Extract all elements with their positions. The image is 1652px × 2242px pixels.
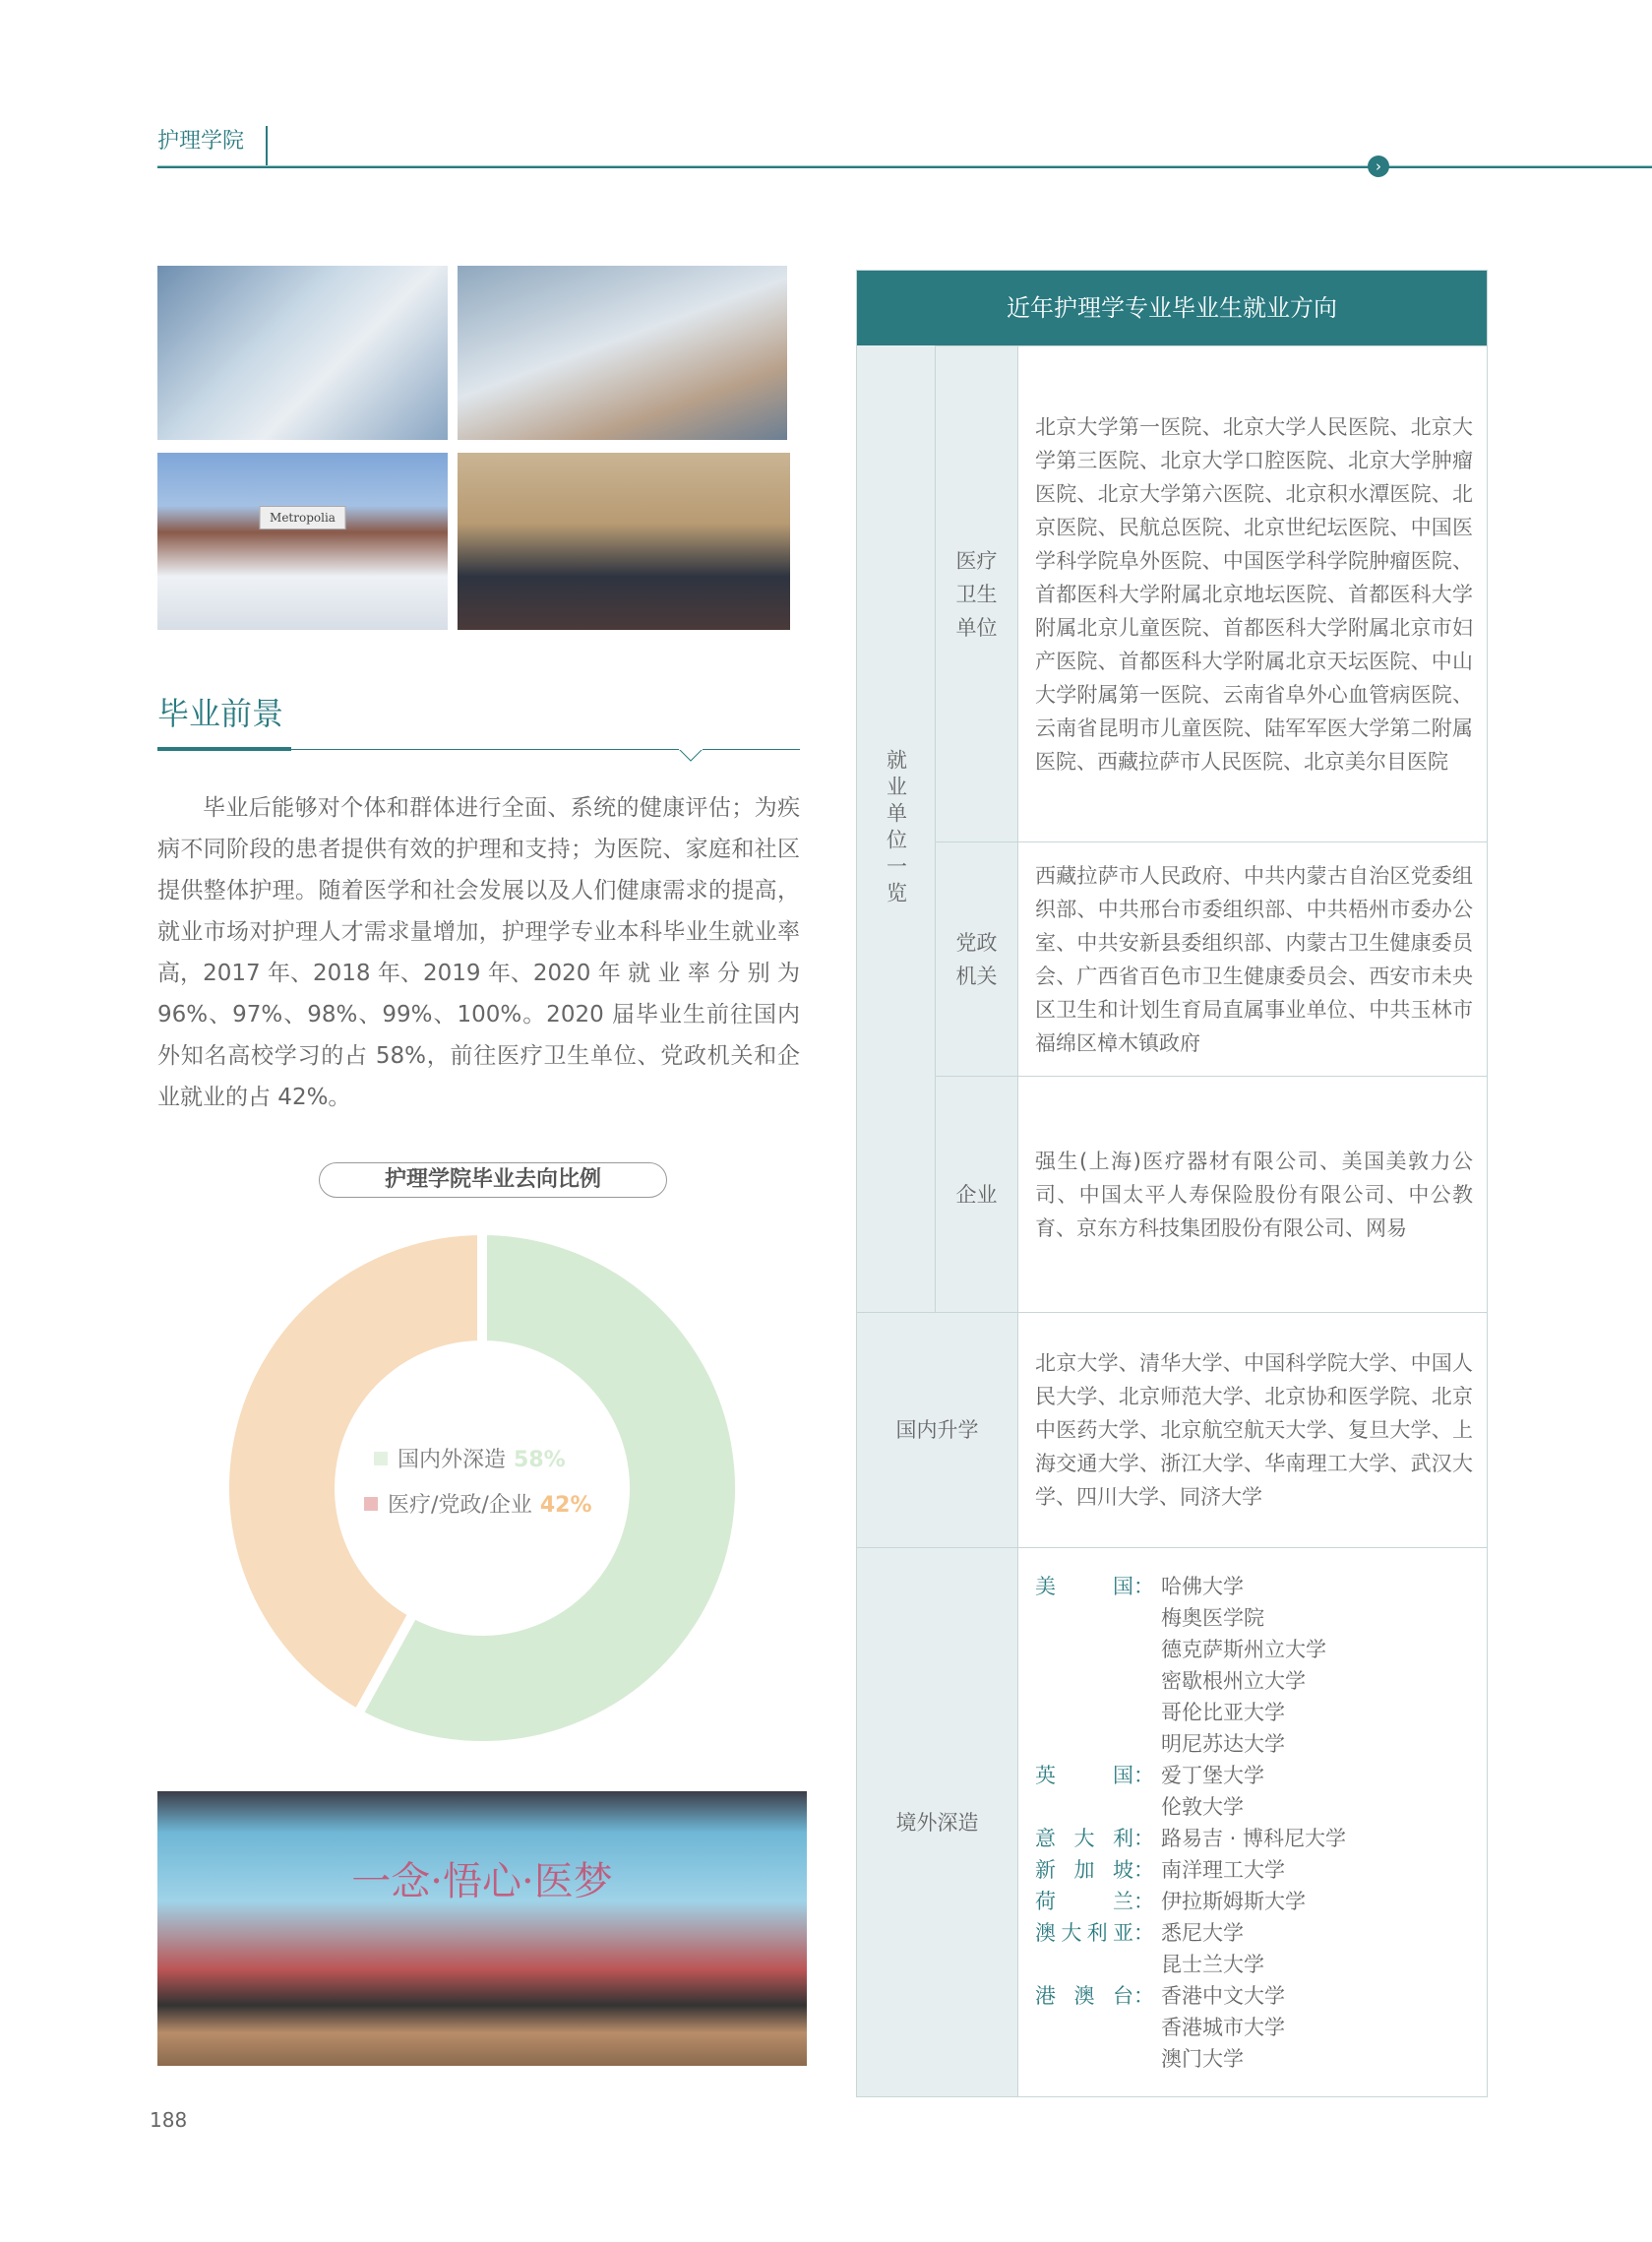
overseas-country-row bbox=[1035, 1980, 1346, 2075]
colon: ： bbox=[1133, 1763, 1154, 1787]
chart-title: 护理学院毕业去向比例 bbox=[319, 1162, 667, 1198]
donut-chart bbox=[216, 1220, 748, 1752]
row-text-enterprise: 强生(上海)医疗器材有限公司、美国美敦力公司、中国太平人寿保险股份有限公司、中公教育、京东方科技集团股份有限公司、网易 bbox=[1018, 1076, 1487, 1312]
school-list bbox=[1161, 1823, 1346, 1854]
row-label-medical: 医疗卫生单位 bbox=[936, 345, 1018, 841]
country-name: 新加坡 bbox=[1035, 1857, 1133, 1882]
header-divider bbox=[266, 126, 268, 167]
section-underline-thin bbox=[291, 749, 800, 750]
chevron-right-icon: › bbox=[1368, 156, 1389, 177]
overseas-country-row bbox=[1035, 1571, 1346, 1760]
row-label-overseas: 境外深造 bbox=[857, 1547, 1018, 2096]
legend-swatch bbox=[364, 1497, 378, 1511]
school-name: 梅奥医学院 bbox=[1161, 1605, 1264, 1630]
country-name: 港澳台 bbox=[1035, 1983, 1133, 2008]
photo-metropolia-visit bbox=[157, 453, 448, 630]
legend-item-employment bbox=[364, 1488, 592, 1519]
country-name: 意大利 bbox=[1035, 1826, 1133, 1850]
legend-value: 58% bbox=[514, 1448, 566, 1472]
photo-nursing-practice bbox=[157, 266, 448, 440]
colon: ： bbox=[1133, 1983, 1154, 2008]
group-label: 就业单位一览 bbox=[857, 345, 936, 1312]
school-name: 香港城市大学 bbox=[1161, 2015, 1285, 2039]
school-name: 密歇根州立大学 bbox=[1161, 1668, 1306, 1693]
row-text-domestic: 北京大学、清华大学、中国科学院大学、中国人民大学、北京师范大学、北京协和医学院、北京中医药大学、北京航空航天大学、复旦大学、上海交通大学、浙江大学、华南理工大学、武汉大学、四川大学、同济大学 bbox=[1018, 1312, 1487, 1547]
overseas-country-row bbox=[1035, 1760, 1346, 1823]
row-overseas bbox=[1018, 1547, 1487, 2096]
school-list bbox=[1161, 1886, 1306, 1917]
school-name: 明尼苏达大学 bbox=[1161, 1731, 1285, 1756]
page-number: 188 bbox=[150, 2108, 188, 2132]
school-name: 澳门大学 bbox=[1161, 2046, 1244, 2071]
school-name: 哈佛大学 bbox=[1161, 1574, 1244, 1598]
legend-item-study bbox=[374, 1443, 566, 1473]
school-list bbox=[1161, 1760, 1264, 1823]
photo-group bbox=[458, 453, 790, 630]
colon: ： bbox=[1133, 1920, 1154, 1945]
country-name: 美国 bbox=[1035, 1574, 1133, 1598]
employment-table bbox=[856, 270, 1488, 2097]
metropolia-sign: Metropolia bbox=[259, 506, 346, 529]
school-name: 哥伦比亚大学 bbox=[1161, 1700, 1285, 1724]
legend-swatch bbox=[374, 1452, 388, 1465]
photo-graduation-ceremony bbox=[157, 1791, 807, 2066]
school-name: 香港中文大学 bbox=[1161, 1983, 1285, 2008]
stage-banner: 一念·悟心·医梦 bbox=[351, 1859, 613, 1904]
school-list bbox=[1161, 1854, 1285, 1886]
colon: ： bbox=[1133, 1574, 1154, 1598]
school-name: 伊拉斯姆斯大学 bbox=[1161, 1889, 1306, 1913]
section-header-title: 护理学院 bbox=[157, 129, 245, 154]
school-list bbox=[1161, 1917, 1264, 1980]
country-name: 荷兰 bbox=[1035, 1889, 1133, 1913]
row-label-domestic: 国内升学 bbox=[857, 1312, 1018, 1547]
country-name: 澳大利亚 bbox=[1035, 1920, 1133, 1945]
overseas-country-row bbox=[1035, 1854, 1346, 1886]
row-text-medical: 北京大学第一医院、北京大学人民医院、北京大学第三医院、北京大学口腔医院、北京大学肿瘤医院、北京大学第六医院、北京积水潭医院、北京医院、民航总医院、北京世纪坛医院、中国医学科学院阜外医院、中国医学科学院肿瘤医院、首都医科大学附属北京地坛医院、首都医科大学附属北京儿童医院、首都医科大学附属北京市妇产医院、首都医科大学附属北京天坛医院、中山大学附属第一医院、云南省阜外心血管病医院、云南省昆明市儿童医院、陆军军医大学第二附属医院、西藏拉萨市人民医院、北京美尔目医院 bbox=[1018, 345, 1487, 841]
section-title: 毕业前景 bbox=[157, 695, 284, 732]
overseas-country-row bbox=[1035, 1886, 1346, 1917]
school-name: 路易吉 · 博科尼大学 bbox=[1161, 1826, 1347, 1850]
row-text-government: 西藏拉萨市人民政府、中共内蒙古自治区党委组织部、中共邢台市委组织部、中共梧州市委办公室、中共安新县委组织部、内蒙古卫生健康委员会、广西省百色市卫生健康委员会、西安市未央区卫生和计划生育局直属事业单位、中共玉林市福绵区樟木镇政府 bbox=[1018, 841, 1487, 1076]
table-title: 近年护理学专业毕业生就业方向 bbox=[857, 271, 1487, 345]
colon: ： bbox=[1133, 1889, 1154, 1913]
school-name: 昆士兰大学 bbox=[1161, 1952, 1264, 1976]
overseas-country-row bbox=[1035, 1917, 1346, 1980]
row-label-enterprise: 企业 bbox=[936, 1076, 1018, 1312]
legend-label: 国内外深造 bbox=[398, 1448, 507, 1472]
school-name: 爱丁堡大学 bbox=[1161, 1763, 1264, 1787]
school-name: 德克萨斯州立大学 bbox=[1161, 1637, 1326, 1661]
overseas-list bbox=[1018, 1571, 1360, 2075]
school-name: 伦敦大学 bbox=[1161, 1794, 1244, 1819]
school-name: 悉尼大学 bbox=[1161, 1920, 1244, 1945]
prospects-paragraph: 毕业后能够对个体和群体进行全面、系统的健康评估；为疾病不同阶段的患者提供有效的护理和支持；为医院、家庭和社区提供整体护理。随着医学和社会发展以及人们健康需求的提高，就业市场对护理人才需求量增加，护理学专业本科毕业生就业率高，2017 年、2018 年、2019 年、2020 年 就 业 率 分 别 为 96%、97%、98%、99%、100%。2020 届毕业生前往国内外知名高校学习的占 58%，前往医疗卫生单位、党政机关和企业就业的占 42%。 bbox=[157, 795, 800, 1110]
row-label-government: 党政机关 bbox=[936, 841, 1018, 1076]
colon: ： bbox=[1133, 1826, 1154, 1850]
colon: ： bbox=[1133, 1857, 1154, 1882]
school-name: 南洋理工大学 bbox=[1161, 1857, 1285, 1882]
legend-label: 医疗/党政/企业 bbox=[388, 1493, 532, 1518]
school-list bbox=[1161, 1571, 1326, 1760]
section-underline bbox=[157, 747, 291, 751]
legend-value: 42% bbox=[539, 1493, 592, 1518]
overseas-country-row bbox=[1035, 1823, 1346, 1854]
photo-clinical-training bbox=[458, 266, 787, 440]
country-name: 英国 bbox=[1035, 1763, 1133, 1787]
header-rule bbox=[157, 165, 1652, 168]
notch-icon bbox=[679, 743, 703, 767]
school-list bbox=[1161, 1980, 1285, 2075]
